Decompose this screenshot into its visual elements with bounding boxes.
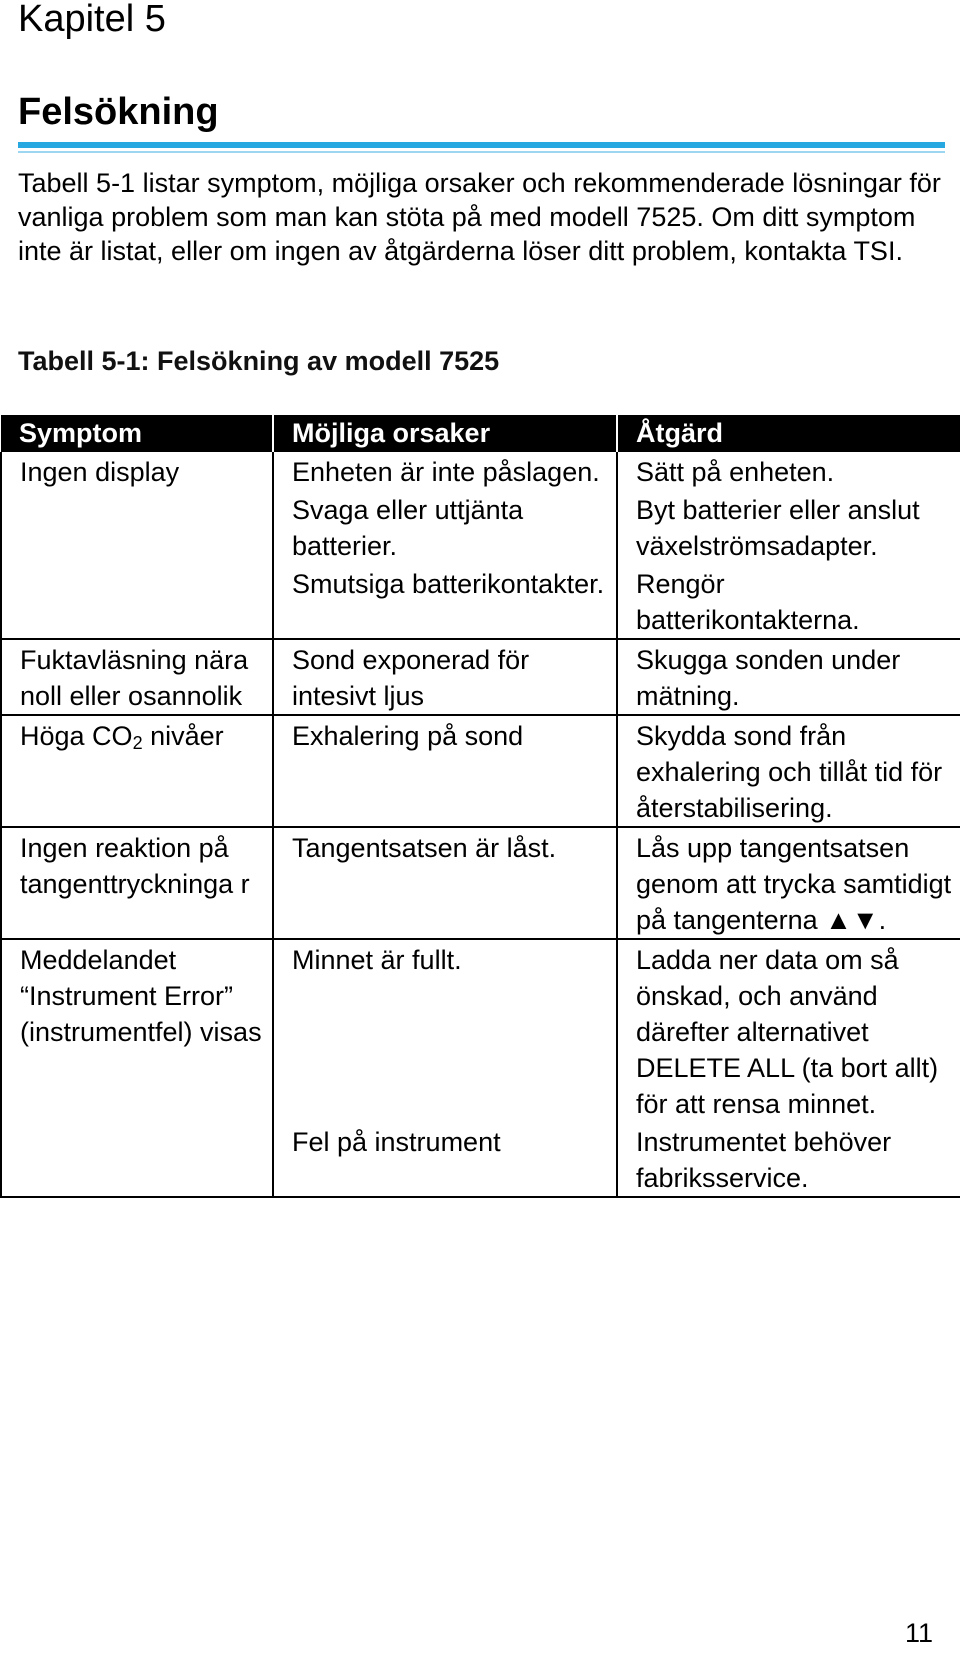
page-title: Felsökning [18, 91, 219, 133]
table-row [1, 639, 960, 715]
symptom-cell: Ingen reaktion på tangenttryckninga r [1, 827, 273, 939]
symptom-cell: Ingen display [1, 452, 273, 639]
title-rule [18, 142, 945, 148]
cause-cell: Minnet är fullt. [273, 939, 617, 1122]
header-symptom: Symptom [1, 415, 273, 452]
symptom-text-suffix: nivåer [142, 721, 224, 751]
header-causes: Möjliga orsaker [273, 415, 617, 452]
action-cell: Ladda ner data om så önskad, och använd därefter alternativet DELETE ALL (ta bort allt) för att rensa minnet. [617, 939, 960, 1122]
symptom-cell: Meddelandet “Instrument Error” (instrumentfel) visas [1, 939, 273, 1197]
cause-cell: Exhalering på sond [273, 715, 617, 827]
table-header-row [1, 415, 960, 452]
action-cell: Rengör batterikontakterna. [617, 564, 960, 639]
table-row [1, 827, 960, 939]
action-cell: Byt batterier eller anslut växelströmsadapter. [617, 490, 960, 564]
cause-cell: Smutsiga batterikontakter. [273, 564, 617, 639]
symptom-cell: Fuktavläsning nära noll eller osannolik [1, 639, 273, 715]
symptom-cell [1, 715, 273, 827]
chapter-label: Kapitel 5 [18, 0, 166, 40]
table-row [1, 452, 960, 490]
table-row [1, 715, 960, 827]
page-number: 11 [905, 1618, 934, 1648]
action-cell: Instrumentet behöver fabriksservice. [617, 1122, 960, 1197]
cause-cell: Tangentsatsen är låst. [273, 827, 617, 939]
action-cell: Skugga sonden under mätning. [617, 639, 960, 715]
action-cell: Lås upp tangentsatsen genom att trycka samtidigt på tangenterna ▲▼. [617, 827, 960, 939]
action-cell: Skydda sond från exhalering och tillåt tid för återstabilisering. [617, 715, 960, 827]
table-caption: Tabell 5-1: Felsökning av modell 7525 [18, 346, 500, 376]
intro-paragraph: Tabell 5-1 listar symptom, möjliga orsaker och rekommenderade lösningar för vanliga problem som man kan stöta på med modell 7525. Om ditt symptom inte är listat, eller om ingen av åtgärderna löser ditt problem, kontakta TSI. [18, 168, 941, 266]
symptom-text: Höga CO [20, 721, 133, 751]
troubleshooting-table [0, 415, 960, 1198]
action-cell: Sätt på enheten. [617, 452, 960, 490]
cause-cell: Fel på instrument [273, 1122, 617, 1197]
subscript-2: 2 [132, 733, 143, 753]
table-row [1, 939, 960, 1122]
title-rule-thin [18, 151, 945, 153]
cause-cell: Enheten är inte påslagen. [273, 452, 617, 490]
header-action: Åtgärd [617, 415, 960, 452]
cause-cell: Sond exponerad för intesivt ljus [273, 639, 617, 715]
cause-cell: Svaga eller uttjänta batterier. [273, 490, 617, 564]
